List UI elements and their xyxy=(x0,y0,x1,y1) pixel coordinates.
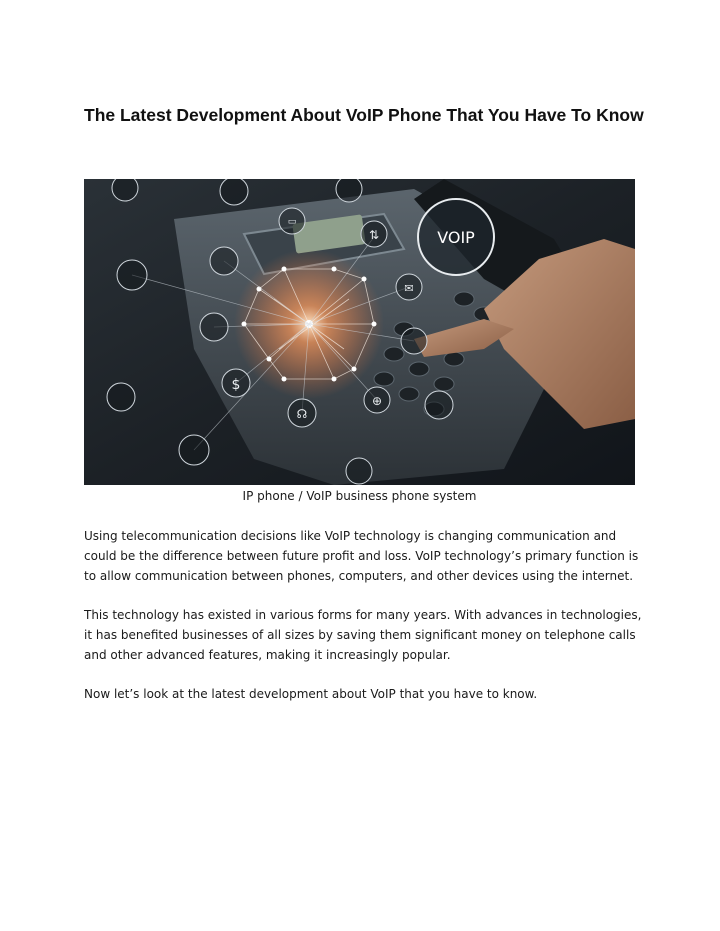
svg-text:⇅: ⇅ xyxy=(368,228,380,242)
image-caption: IP phone / VoIP business phone system xyxy=(242,489,477,503)
body-paragraph-1: Using telecommunication decisions like VoIP technology is changing communication and could be the difference between future profit and loss. VoIP technology’s primary function is to allow communication between phones, computers, and other devices using the internet. xyxy=(84,529,639,583)
body-paragraph-2: This technology has existed in various forms for many years. With advances in technologies, it has benefited businesses of all sizes by saving them significant money on telephone calls and other advanced features, making it increasingly popular. xyxy=(84,608,642,662)
svg-text:$: $ xyxy=(231,377,241,393)
svg-text:▭: ▭ xyxy=(287,217,297,227)
voip-badge-text: VOIP xyxy=(437,228,475,247)
svg-text:☊: ☊ xyxy=(296,407,308,421)
body-paragraph-3: Now let’s look at the latest development about VoIP that you have to know. xyxy=(84,687,538,701)
page-title: The Latest Development About VoIP Phone That You Have To Know xyxy=(84,105,644,125)
svg-text:✉: ✉ xyxy=(404,282,414,295)
svg-text:⊕: ⊕ xyxy=(371,394,383,408)
hero-image xyxy=(84,179,635,485)
